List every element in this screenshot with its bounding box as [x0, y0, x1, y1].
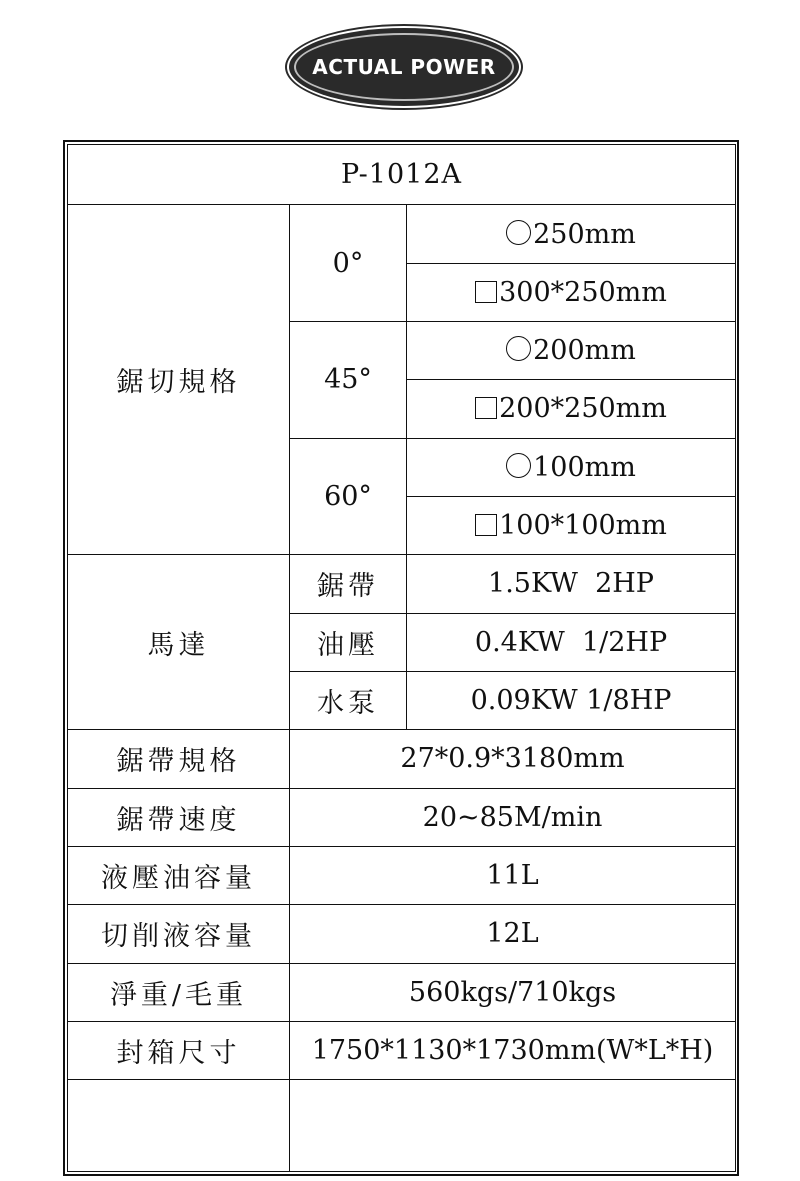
table-row	[68, 788, 736, 846]
spec-value-packing: 1750*1130*1730mm(W*L*H)	[290, 1021, 736, 1079]
brand-logo	[289, 28, 519, 106]
rect-value-45: 200*250mm	[499, 393, 667, 425]
blank-cell-right	[290, 1080, 736, 1172]
motor-label: 馬達	[68, 555, 290, 730]
spec-value-coolant: 12L	[290, 905, 736, 963]
spec-value-blade-speed: 20~85M/min	[290, 788, 736, 846]
motor-value-hydraulic: 0.4KW 1/2HP	[407, 613, 736, 671]
table-row	[68, 846, 736, 904]
motor-value-saw: 1.5KW 2HP	[407, 555, 736, 613]
angle-45: 45°	[290, 322, 407, 439]
spec-label-blade-speed: 鋸帶速度	[68, 788, 290, 846]
spec-table	[67, 144, 736, 1172]
spec-label-blade-size: 鋸帶規格	[68, 730, 290, 788]
title-row	[68, 145, 736, 205]
round-capacity-0	[407, 205, 736, 263]
round-value-60: 100mm	[533, 451, 636, 483]
circle-icon	[506, 220, 531, 245]
brand-logo-text: ACTUAL POWER	[312, 55, 496, 79]
rect-capacity-45	[407, 380, 736, 438]
motor-item-hydraulic: 油壓	[290, 613, 407, 671]
spec-value-hydraulic-oil: 11L	[290, 846, 736, 904]
circle-icon	[506, 453, 531, 478]
round-value-0: 250mm	[533, 218, 636, 250]
round-capacity-45	[407, 322, 736, 380]
table-row	[68, 1021, 736, 1079]
spec-label-weight: 淨重/毛重	[68, 963, 290, 1021]
table-row	[68, 730, 736, 788]
circle-icon	[506, 336, 531, 361]
rect-value-60: 100*100mm	[499, 510, 667, 542]
square-icon	[475, 281, 497, 303]
table-row	[68, 905, 736, 963]
angle-60: 60°	[290, 438, 407, 555]
round-value-45: 200mm	[533, 335, 636, 367]
blank-cell-left	[68, 1080, 290, 1172]
motor-value-pump: 0.09KW 1/8HP	[407, 671, 736, 729]
cutting-label: 鋸切規格	[68, 205, 290, 555]
model-title: P-1012A	[68, 145, 736, 205]
spec-label-coolant: 切削液容量	[68, 905, 290, 963]
table-row	[68, 555, 736, 613]
square-icon	[475, 397, 497, 419]
motor-item-saw: 鋸帶	[290, 555, 407, 613]
motor-item-pump: 水泵	[290, 671, 407, 729]
rect-capacity-0	[407, 263, 736, 321]
spec-label-packing: 封箱尺寸	[68, 1021, 290, 1079]
angle-0: 0°	[290, 205, 407, 322]
spec-label-hydraulic-oil: 液壓油容量	[68, 846, 290, 904]
table-row	[68, 205, 736, 263]
square-icon	[475, 514, 497, 536]
spec-value-blade-size: 27*0.9*3180mm	[290, 730, 736, 788]
spec-value-weight: 560kgs/710kgs	[290, 963, 736, 1021]
blank-row	[68, 1080, 736, 1172]
rect-value-0: 300*250mm	[499, 276, 667, 308]
round-capacity-60	[407, 438, 736, 496]
table-row	[68, 963, 736, 1021]
rect-capacity-60	[407, 496, 736, 554]
